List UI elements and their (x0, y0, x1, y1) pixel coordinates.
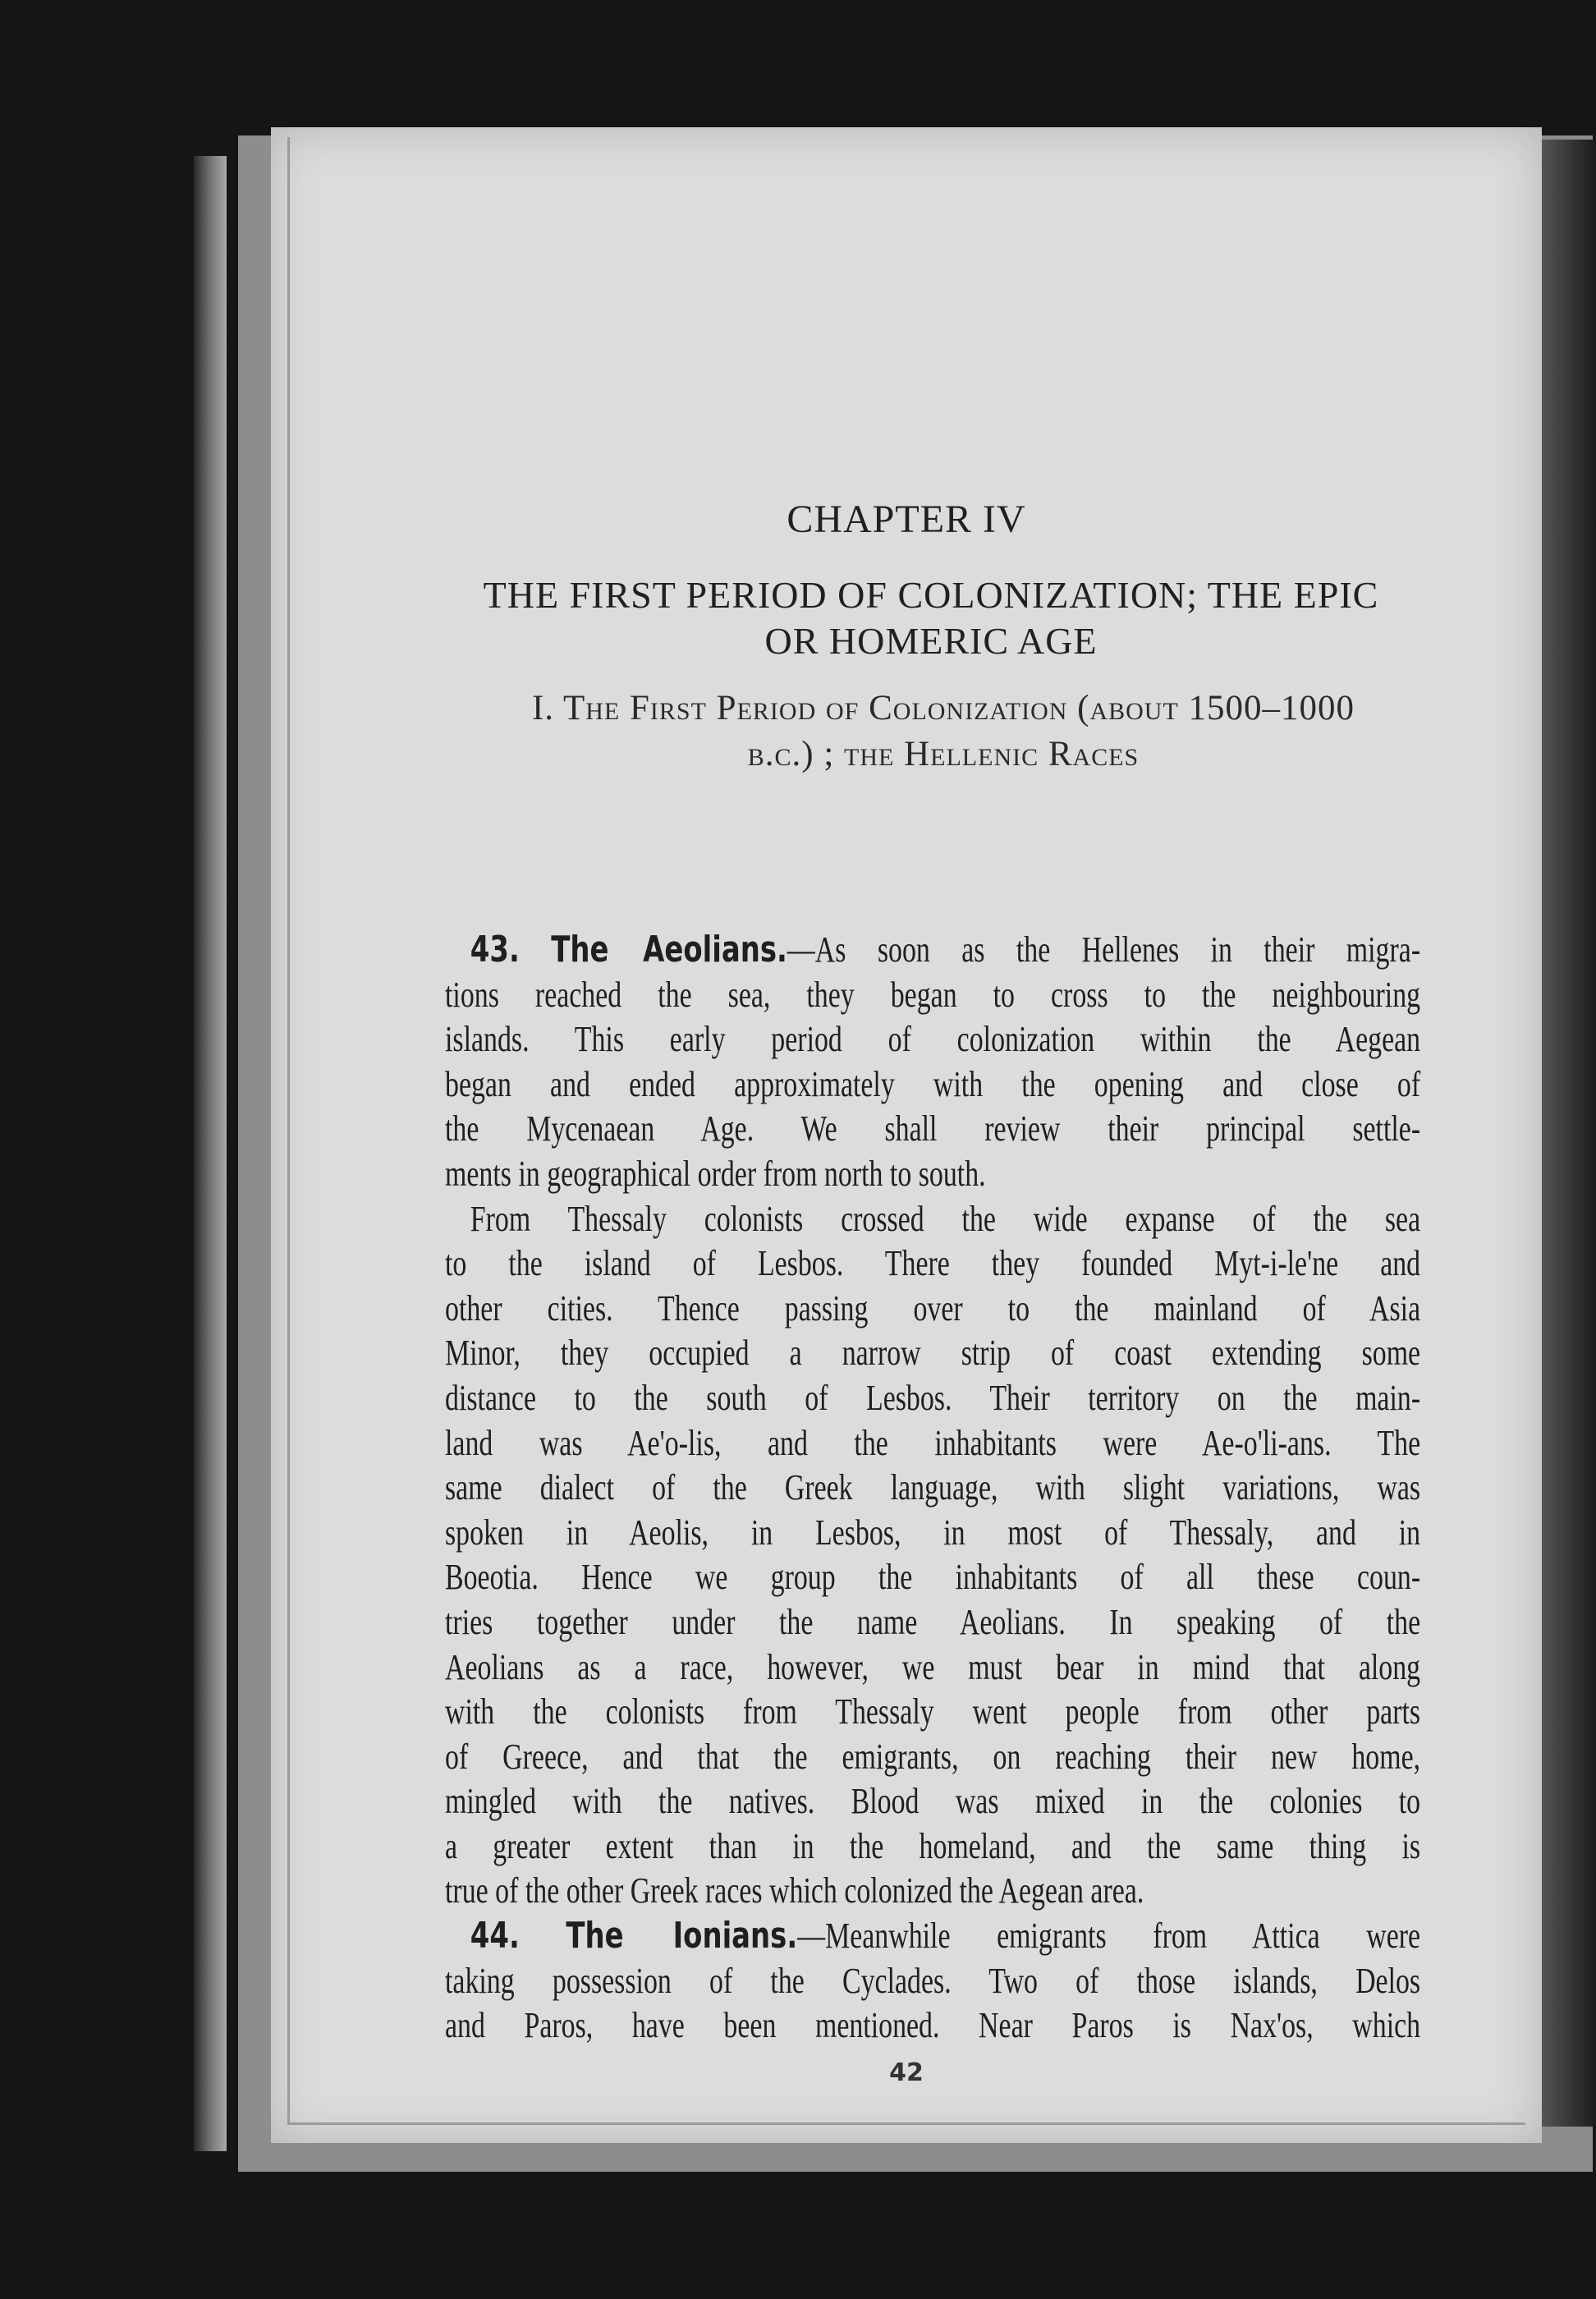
page-number: 42 (889, 2058, 924, 2087)
book-page (271, 127, 1542, 2143)
section-heading-line: b.c.) ; the Hellenic Races (747, 735, 1140, 773)
text-line: same dialect of the Greek language, with slight variations, was (445, 1467, 1421, 1508)
text-line: Minor, they occupied a narrow strip of coast extending some (445, 1333, 1421, 1374)
text-line: taking possession of the Cyclades. Two of those islands, Delos (445, 1960, 1421, 2001)
paragraph-heading: The Aeolians. (551, 929, 787, 971)
text-line: of Greece, and that the emigrants, on reaching their new home, (445, 1736, 1421, 1777)
text-line: 44. The Ionians.—Meanwhile emigrants from Attica were (470, 1915, 1421, 1957)
text-line: land was Ae'o-lis, and the inhabitants were Ae-o'li-ans. The (445, 1422, 1421, 1463)
text-line: other cities. Thence passing over to the mainland of Asia (445, 1287, 1421, 1328)
chapter-label: CHAPTER IV (787, 498, 1026, 541)
chapter-title-line: THE FIRST PERIOD OF COLONIZATION; THE EPIC (483, 574, 1379, 616)
text-line: with the colonists from Thessaly went people from other parts (445, 1691, 1421, 1732)
paragraph-number: 44. (470, 1915, 520, 1957)
chapter-title-line: OR HOMERIC AGE (764, 620, 1098, 662)
text-line: ments in geographical order from north to south. (445, 1153, 986, 1194)
section-heading (427, 686, 1460, 778)
page-stack-edge (194, 156, 227, 2151)
text-line: true of the other Greek races which colonized the Aegean area. (445, 1870, 1144, 1911)
text-line: to the island of Lesbos. There they founded Myt-i-le'ne and (445, 1243, 1421, 1284)
text-line: From Thessaly colonists crossed the wide expanse of the sea (470, 1198, 1421, 1239)
text-line: began and ended approximately with the opening and close of (445, 1063, 1421, 1104)
text-line: a greater extent than in the homeland, and the same thing is (445, 1825, 1421, 1866)
text-line: mingled with the natives. Blood was mixed in the colonies to (445, 1781, 1421, 1822)
text-line: and Paros, have been mentioned. Near Paros is Nax'os, which (445, 2005, 1421, 2046)
text-line: islands. This early period of colonization within the Aegean (445, 1019, 1421, 1060)
chapter-title (402, 572, 1460, 664)
text-line: distance to the south of Lesbos. Their territory on the main- (445, 1377, 1421, 1418)
paragraph-number: 43. (470, 929, 520, 971)
text-line: tries together under the name Aeolians. In speaking of the (445, 1601, 1421, 1642)
book-spine (1542, 140, 1596, 2127)
section-heading-line: I. The First Period of Colonization (about 1500–1000 (531, 689, 1355, 727)
text-line: spoken in Aeolis, in Lesbos, in most of Thessaly, and in (445, 1512, 1421, 1553)
text-line: Boeotia. Hence we group the inhabitants of all these coun- (445, 1557, 1421, 1598)
body-text (445, 928, 1420, 2049)
paragraph-heading: The Ionians. (566, 1915, 798, 1957)
text-line: tions reached the sea, they began to cross to the neighbouring (445, 974, 1421, 1015)
text-line: the Mycenaean Age. We shall review their principal settle- (445, 1108, 1421, 1150)
text-line: Aeolians as a race, however, we must bear in mind that along (445, 1646, 1421, 1687)
text-line: 43. The Aeolians.—As soon as the Hellenes in their migra- (470, 929, 1421, 971)
